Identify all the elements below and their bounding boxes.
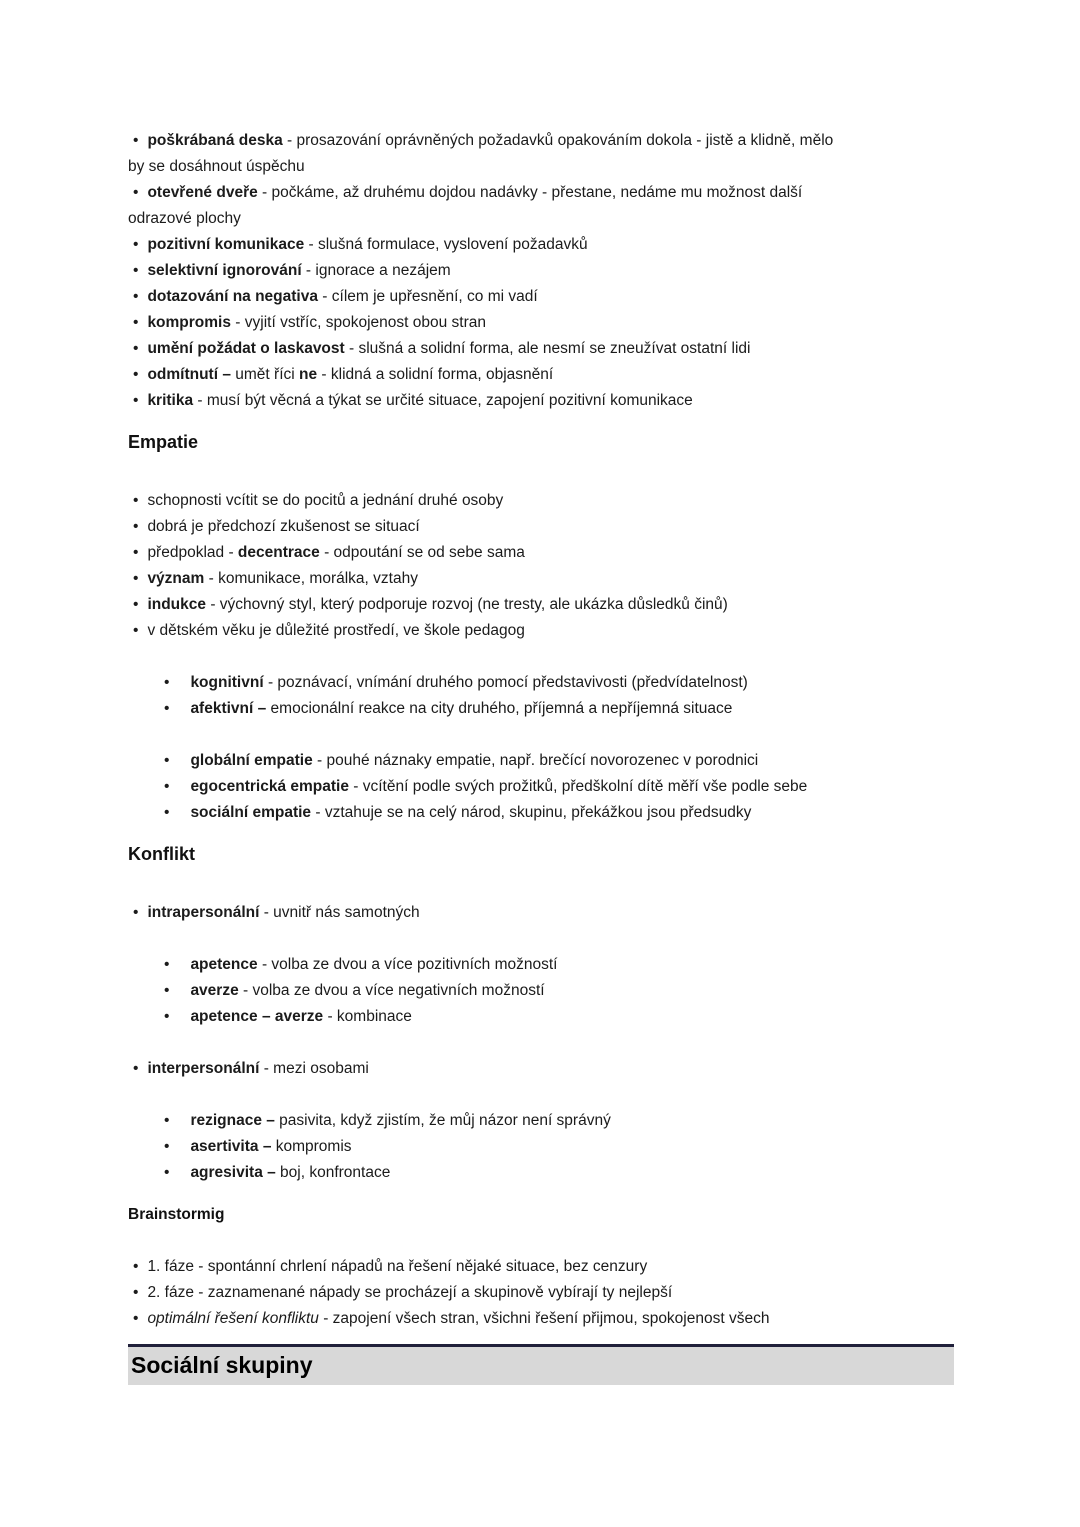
section-heading-konflikt: Konflikt	[128, 844, 195, 864]
text-run: odrazové plochy	[128, 210, 241, 227]
list-item	[128, 180, 954, 232]
text-run: - vyjití vstříc, spokojenost obou stran	[231, 314, 486, 331]
text-run: averze	[190, 982, 239, 999]
list-item	[128, 952, 954, 978]
text-run: - počkáme, až druhému dojdou nadávky - přestane, nedáme mu možnost další	[257, 184, 803, 201]
text-run: otevřené dveře	[147, 184, 258, 201]
text-run: pasivita, když zjistím, že můj názor není správný	[274, 1112, 611, 1129]
bullet-list	[128, 1056, 954, 1082]
text-run: - vcítění podle svých prožitků, předškolní dítě měří vše podle sebe	[348, 778, 808, 795]
text-run: kognitivní	[190, 674, 264, 691]
text-run: - volba ze dvou a více pozitivních možností	[257, 956, 558, 973]
bullet-icon: •	[164, 752, 170, 769]
bullet-icon: •	[133, 492, 139, 509]
text-run: - pouhé náznaky empatie, např. brečící novorozenec v porodnici	[312, 752, 759, 769]
bullet-icon: •	[164, 804, 170, 821]
text-run: - mezi osobami	[259, 1060, 369, 1077]
text-run: - kombinace	[323, 1008, 412, 1025]
list-item	[128, 336, 954, 362]
text-run: - prosazování oprávněných požadavků opakováním dokola - jistě a klidně, mělo	[282, 132, 834, 149]
list-item	[128, 232, 954, 258]
list-item	[128, 1254, 954, 1280]
list-item	[128, 128, 954, 180]
bullet-icon: •	[133, 132, 139, 149]
text-run: dobrá je předchozí zkušenost se situací	[147, 518, 420, 535]
list-item	[128, 362, 954, 388]
text-run: intrapersonální	[147, 904, 260, 921]
text-run: kompromis	[147, 314, 231, 331]
text-run: umět říci	[230, 366, 300, 383]
text-run: schopnosti vcítit se do pocitů a jednání druhé osoby	[147, 492, 504, 509]
bullet-icon: •	[133, 570, 139, 587]
text-run: by se dosáhnout úspěchu	[128, 158, 305, 175]
text-run: apetence	[190, 956, 258, 973]
text-run: afektivní –	[190, 700, 267, 717]
text-run: význam	[147, 570, 205, 587]
text-run: asertivita –	[190, 1138, 272, 1155]
list-item	[128, 540, 954, 566]
text-run: dotazování na negativa	[147, 288, 318, 305]
bullet-icon: •	[164, 982, 170, 999]
list-item	[128, 978, 954, 1004]
bullet-list	[128, 488, 954, 644]
bullet-icon: •	[133, 288, 139, 305]
text-run: rezignace –	[190, 1112, 275, 1129]
bullet-icon: •	[133, 544, 139, 561]
text-run: decentrace	[237, 544, 320, 561]
text-run: 1. fáze - spontánní chrlení nápadů na řešení nějaké situace, bez cenzury	[147, 1258, 648, 1275]
spacer	[128, 926, 954, 952]
list-item	[128, 618, 954, 644]
text-run: - slušná a solidní forma, ale nesmí se zneužívat ostatní lidi	[344, 340, 751, 357]
list-item	[128, 1160, 954, 1186]
list-item	[128, 1134, 954, 1160]
text-run: - musí být věcná a týkat se určité situace, zapojení pozitivní komunikace	[193, 392, 693, 409]
text-run: - zapojení všech stran, všichni řešení přijmou, spokojenost všech	[318, 1310, 770, 1327]
spacer	[128, 722, 954, 748]
bullet-icon: •	[164, 674, 170, 691]
list-item	[128, 1056, 954, 1082]
text-run: kritika	[147, 392, 194, 409]
text-run: - vztahuje se na celý národ, skupinu, překážkou jsou předsudky	[311, 804, 752, 821]
bullet-icon: •	[133, 392, 139, 409]
sub-bullet-list	[128, 670, 954, 722]
list-item	[128, 488, 954, 514]
text-run: sociální empatie	[190, 804, 312, 821]
list-item	[128, 748, 954, 774]
sub-bullet-list	[128, 1108, 954, 1186]
bullet-icon: •	[164, 1008, 170, 1025]
bullet-icon: •	[164, 1138, 170, 1155]
text-run: kompromis	[271, 1138, 352, 1155]
text-run: - výchovný styl, který podporuje rozvoj (ne tresty, ale ukázka důsledků činů)	[206, 596, 728, 613]
bullet-icon: •	[133, 366, 139, 383]
list-item	[128, 514, 954, 540]
text-run: - klidná a solidní forma, objasnění	[317, 366, 554, 383]
spacer	[128, 1082, 954, 1108]
list-item	[128, 258, 954, 284]
list-item	[128, 566, 954, 592]
text-run: indukce	[147, 596, 207, 613]
bullet-icon: •	[164, 700, 170, 717]
bullet-icon: •	[133, 518, 139, 535]
text-run: globální empatie	[190, 752, 313, 769]
text-run: emocionální reakce na city druhého, příjemná a nepříjemná situace	[266, 700, 733, 717]
list-item	[128, 310, 954, 336]
bullet-list	[128, 128, 954, 414]
text-run: - cílem je upřesnění, co mi vadí	[317, 288, 538, 305]
section-heading-brainstormig: Brainstormig	[128, 1206, 225, 1223]
list-item	[128, 800, 954, 826]
text-run: - komunikace, morálka, vztahy	[204, 570, 418, 587]
list-item	[128, 670, 954, 696]
text-run: 2. fáze - zaznamenané nápady se procházejí a skupinově vybírají ty nejlepší	[147, 1284, 673, 1301]
bullet-icon: •	[133, 184, 139, 201]
text-run: selektivní ignorování	[147, 262, 302, 279]
bullet-icon: •	[133, 622, 139, 639]
section-heading-empatie: Empatie	[128, 432, 199, 452]
text-run: - slušná formulace, vyslovení požadavků	[304, 236, 588, 253]
list-item	[128, 388, 954, 414]
bullet-icon: •	[133, 596, 139, 613]
bullet-icon: •	[133, 1310, 139, 1327]
bullet-icon: •	[133, 262, 139, 279]
text-run: agresivita –	[190, 1164, 276, 1181]
text-run: - odpoutání se od sebe sama	[319, 544, 525, 561]
bullet-icon: •	[164, 1112, 170, 1129]
text-run: egocentrická empatie	[190, 778, 349, 795]
bullet-icon: •	[164, 1164, 170, 1181]
text-run: pozitivní komunikace	[147, 236, 305, 253]
section-banner-socialni-skupiny: Sociální skupiny	[128, 1344, 954, 1385]
bullet-list	[128, 900, 954, 926]
text-run: v dětském věku je důležité prostředí, ve škole pedagog	[147, 622, 525, 639]
text-run: - ignorace a nezájem	[301, 262, 451, 279]
text-run: apetence – averze	[190, 1008, 324, 1025]
text-run: odmítnutí –	[147, 366, 231, 383]
text-run: - uvnitř nás samotných	[259, 904, 420, 921]
spacer	[128, 644, 954, 670]
list-item	[128, 1306, 954, 1332]
list-item	[128, 774, 954, 800]
text-run: předpoklad -	[147, 544, 238, 561]
list-item	[128, 284, 954, 310]
text-run: interpersonální	[147, 1060, 260, 1077]
bullet-icon: •	[164, 956, 170, 973]
text-run: - volba ze dvou a více negativních možností	[238, 982, 545, 999]
bullet-icon: •	[133, 314, 139, 331]
text-run: - poznávací, vnímání druhého pomocí představivosti (předvídatelnost)	[263, 674, 748, 691]
text-run: poškrábaná deska	[147, 132, 283, 149]
list-item	[128, 1108, 954, 1134]
list-item	[128, 1280, 954, 1306]
list-item	[128, 1004, 954, 1030]
list-item	[128, 696, 954, 722]
text-run: umění požádat o laskavost	[147, 340, 345, 357]
bullet-icon: •	[164, 778, 170, 795]
sub-bullet-list	[128, 952, 954, 1030]
bullet-list	[128, 1254, 954, 1332]
sub-bullet-list	[128, 748, 954, 826]
text-run: ne	[299, 366, 318, 383]
text-run: optimální řešení konfliktu	[147, 1310, 319, 1327]
bullet-icon: •	[133, 340, 139, 357]
bullet-icon: •	[133, 904, 139, 921]
bullet-icon: •	[133, 1258, 139, 1275]
bullet-icon: •	[133, 236, 139, 253]
bullet-icon: •	[133, 1060, 139, 1077]
list-item	[128, 900, 954, 926]
spacer	[128, 1030, 954, 1056]
list-item	[128, 592, 954, 618]
text-run: boj, konfrontace	[275, 1164, 391, 1181]
bullet-icon: •	[133, 1284, 139, 1301]
